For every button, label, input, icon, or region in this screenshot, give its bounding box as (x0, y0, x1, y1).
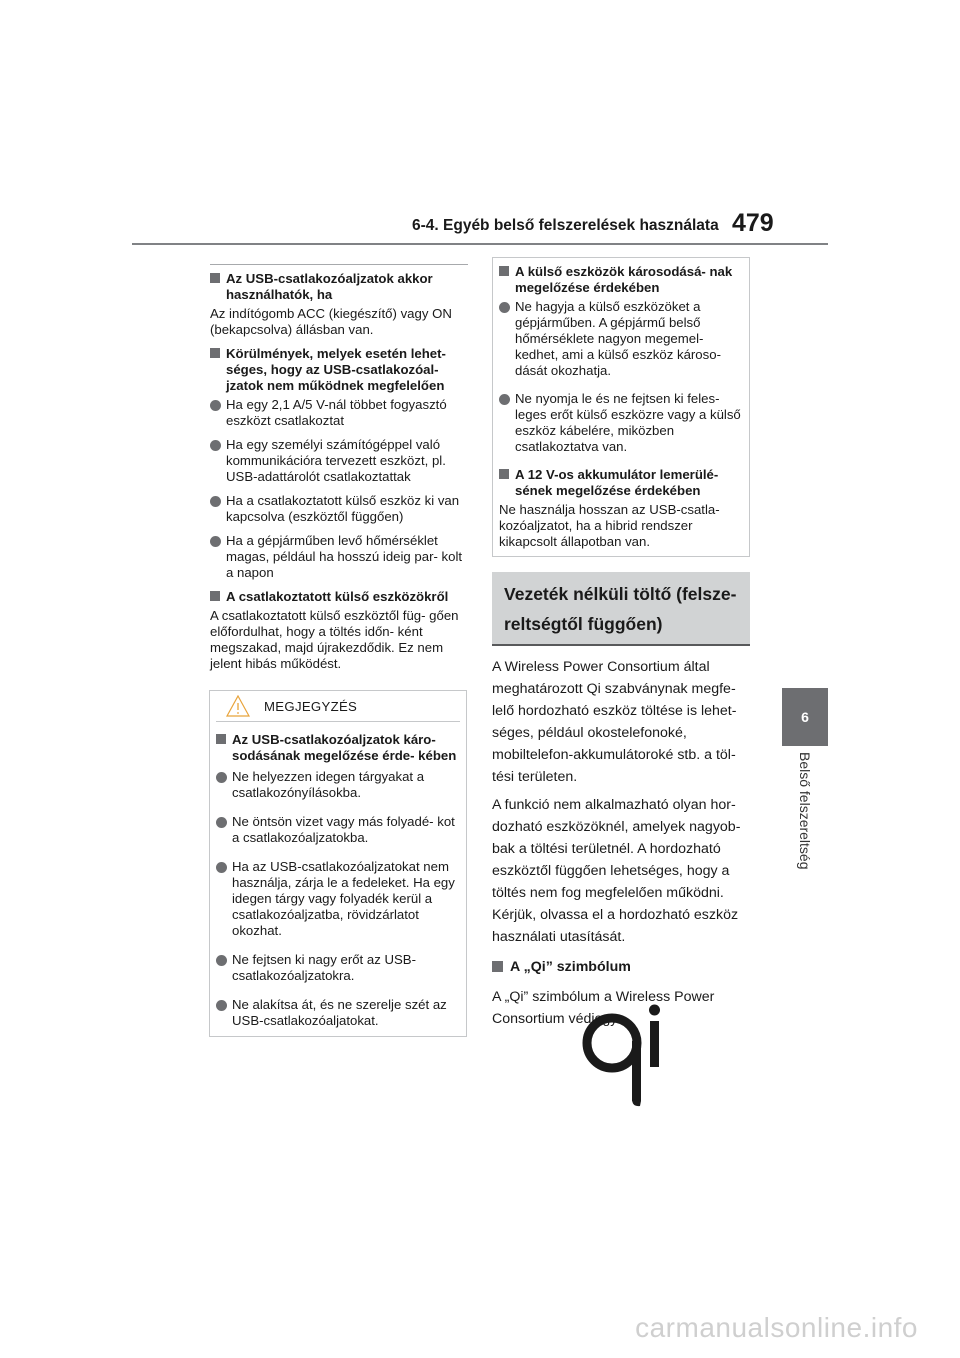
paragraph: A csatlakoztatott külső eszköztől füg- gően előfordulhat, hogy a töltés időn- ként megszakad, majd újrakezdődik. Ez nem jelent hibás működést. (210, 608, 459, 671)
list-item-text: Ha a gépjárműben levő hőmérséklet magas, például ha hosszú ideig par- kolt a napon (226, 533, 463, 580)
heading-battery (499, 467, 741, 499)
list-item (210, 397, 468, 429)
list-item (216, 769, 460, 801)
heading-text: A csatlakoztatott külső eszközökről (226, 589, 449, 604)
square-bullet-icon (210, 273, 220, 283)
square-bullet-icon (216, 734, 226, 744)
note-box (209, 690, 467, 1037)
watermark: carmanualsonline.info (635, 1312, 918, 1343)
note-title: MEGJEGYZÉS (264, 698, 358, 714)
list-item-text: Ha egy személyi számítógéppel való kommunikációra tervezett eszközt, pl. USB-adattárolót csatlakoztattak (226, 437, 446, 484)
round-bullet-icon (216, 772, 227, 783)
list-item (216, 997, 460, 1029)
wireless-charger-title (492, 572, 750, 646)
heading-external-devices (210, 589, 468, 605)
right-column (492, 257, 750, 1030)
left-column (210, 265, 468, 680)
heading-text: A külső eszközök károsodásá- nak megelőzése érdekében (515, 264, 733, 295)
header-divider (132, 243, 828, 245)
page-number: 479 (732, 209, 774, 237)
heading-text: A „Qi” szimbólum (510, 959, 631, 975)
section-title: 6-4. Egyéb belső felszerelések használata (412, 217, 719, 234)
title-underline (492, 644, 750, 646)
list-item (216, 952, 460, 984)
heading-text: Az USB-csatlakozóaljzatok akkor használhatók, ha (226, 271, 433, 302)
list-item (216, 859, 460, 939)
round-bullet-icon (216, 862, 227, 873)
round-bullet-icon (210, 400, 221, 411)
square-bullet-icon (210, 591, 220, 601)
square-bullet-icon (210, 348, 220, 358)
list-item (499, 391, 741, 455)
round-bullet-icon (210, 440, 221, 451)
paragraph: A funkció nem alkalmazható olyan hor- dozható eszközöknél, amelyek nagyob- bak a töltési területnél. A hordozható eszköztől függően lehetséges, hogy a töltés nem fog megfelelően működni. Kérjük, olvassa el a hordozható eszköz használati utasítását. (492, 797, 741, 945)
list-item-text: Ne helyezzen idegen tárgyakat a csatlakozónyílásokba. (232, 769, 425, 800)
round-bullet-icon (499, 394, 510, 405)
list-item-text: Ha a csatlakoztatott külső eszköz ki van kapcsolva (eszköztől függően) (226, 493, 460, 524)
round-bullet-icon (210, 536, 221, 547)
chapter-label-text: Belső felszereltség (797, 752, 813, 870)
section-heading-text: Vezeték nélküli töltő (felsze- reltségtől függően) (504, 584, 737, 634)
paragraph: Az indítógomb ACC (kiegészítő) vagy ON (bekapcsolva) állásban van. (210, 306, 452, 337)
heading-text: Körülmények, melyek esetén lehet- séges, hogy az USB-csatlakozóal- jzatok nem működnek megfelelően (226, 346, 446, 393)
chapter-tab: 6 (782, 688, 828, 746)
list-item (210, 533, 468, 581)
list-item (216, 814, 460, 846)
round-bullet-icon (216, 955, 227, 966)
list-item-text: Ne hagyja a külső eszközöket a gépjárműben. A gépjármű belső hőmérséklete nagyon megemel- kedhet, ami a külső eszköz károso- dását okozhatja. (515, 299, 721, 378)
paragraph: Ne használja hosszan az USB-csatla- kozóaljzatot, ha a hibrid rendszer kikapcsolt állapotban van. (499, 502, 720, 549)
paragraph: A „Qi” szimbólum a Wireless Power Consortium védjegye. (492, 989, 715, 1027)
round-bullet-icon (210, 496, 221, 507)
heading-text: A 12 V-os akkumulátor lemerülé- sének megelőzése érdekében (515, 467, 719, 498)
note-divider (216, 721, 460, 722)
heading-qi (492, 958, 750, 976)
round-bullet-icon (216, 1000, 227, 1011)
round-bullet-icon (216, 817, 227, 828)
list-item-text: Ne alakítsa át, és ne szerelje szét az USB-csatlakozóaljatokat. (232, 997, 447, 1028)
list-item-text: Ha egy 2,1 A/5 V-nál többet fogyasztó eszközt csatlakoztat (226, 397, 447, 428)
heading-conditions (210, 346, 468, 394)
heading-text: Az USB-csatlakozóaljzatok káro- sodásának megelőzése érde- kében (232, 732, 457, 763)
qi-logo-icon (578, 1003, 668, 1109)
square-bullet-icon (492, 961, 503, 972)
heading-device-damage (499, 264, 741, 296)
chapter-label (782, 752, 828, 902)
list-item-text: Ne fejtsen ki nagy erőt az USB- csatlakozóaljzatokra. (232, 952, 416, 983)
list-item-text: Ne öntsön vizet vagy más folyadé- kot a csatlakozóaljzatokba. (232, 814, 455, 845)
list-item (210, 493, 468, 525)
list-item (499, 299, 741, 379)
list-item (210, 437, 468, 485)
list-item-text: Ha az USB-csatlakozóaljzatokat nem használja, zárja le a fedeleket. Ha egy idegen tárgy vagy folyadék kerül a csatlakozóaljzatba, rövidzárlatot okozhat. (232, 859, 455, 938)
note-header (216, 691, 466, 721)
round-bullet-icon (499, 302, 510, 313)
heading-usb-usable (210, 271, 468, 303)
note-heading (216, 732, 460, 764)
paragraph: A Wireless Power Consortium által meghatározott Qi szabványnak megfe- lelő hordozható eszköz töltése is lehet- séges, például okostelefonoké, mobiltelefon-akkumulátoroké stb. a töl- tési területen. (492, 659, 737, 785)
square-bullet-icon (499, 469, 509, 479)
warning-icon (226, 695, 250, 717)
square-bullet-icon (499, 266, 509, 276)
list-item-text: Ne nyomja le és ne fejtsen ki feles- leges erőt külső eszközre vagy a külső eszköz kábelére, miközben csatlakoztatva van. (515, 391, 741, 454)
caution-box (492, 257, 750, 557)
